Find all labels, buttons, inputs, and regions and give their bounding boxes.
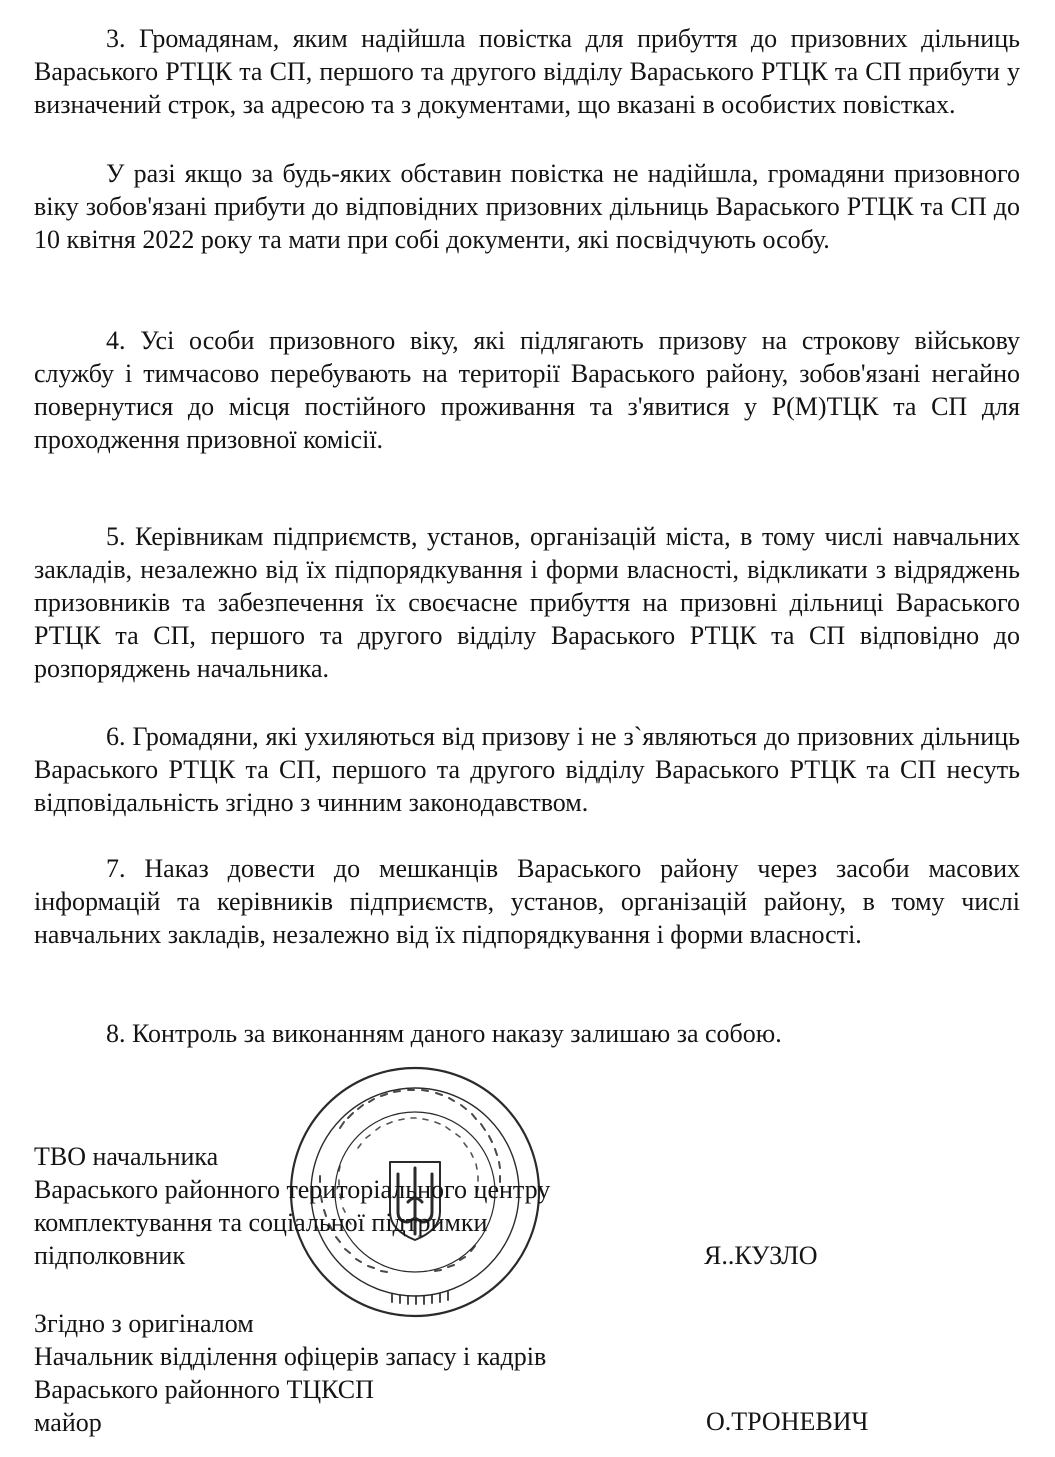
signature-block-commander	[34, 1140, 550, 1272]
signature-block-certifier	[34, 1307, 546, 1439]
paragraph-3: 3. Громадянам, яким надійшла повістка для прибуття до призовних дільниць Вараського РТЦК та СП, першого та другого відділу Вараського РТЦК та СП прибути у визначений строк, за адресою та з документами, що вказані в особистих повістках.	[34, 24, 1020, 119]
paragraph-5: 5. Керівникам підприємств, установ, організацій міста, в тому числі навчальних закладів, незалежно від їх підпорядкування і форми власності, відкликати з відряджень призовників та забезпечення їх своєчасне прибуття на призовні дільниці Вараського РТЦК та СП, першого та другого відділу Вараського РТЦК та СП відповідно до розпоряджень начальника.	[34, 522, 1020, 683]
signer-name-certifier: О.ТРОНЕВИЧ	[706, 1407, 869, 1436]
paragraph-3-note: У разі якщо за будь-яких обставин повістка не надійшла, громадяни призовного віку зобов'язані прибути до відповідних призовних дільниць Вараського РТЦК та СП до 10 квітня 2022 року та мати при собі документи, які посвідчують особу.	[34, 159, 1020, 254]
paragraph-8: 8. Контроль за виконанням даного наказу залишаю за собою.	[106, 1019, 782, 1048]
paragraph-7: 7. Наказ довести до мешканців Вараського району через засоби масових інформацій та керівників підприємств, установ, організацій району, в тому числі навчальних закладів, незалежно від їх підпорядкування і форми власності.	[34, 854, 1020, 949]
signer-name-commander: Я..КУЗЛО	[704, 1241, 818, 1270]
certification-line3: Вараського районного ТЦКСП	[34, 1375, 374, 1404]
signer-position-line2: Вараського районного територіального центру	[34, 1175, 551, 1204]
certifier-rank: майор	[34, 1408, 102, 1437]
signer-position-line3: комплектування та соціальної підтримки	[34, 1208, 488, 1237]
signer-position-line1: ТВО начальника	[34, 1142, 219, 1171]
paragraph-4: 4. Усі особи призовного віку, які підлягають призову на строкову військову службу і тимчасово перебувають на території Вараського району, зобов'язані негайно повернутися до місця постійного проживання та з'явитися у Р(М)ТЦК та СП для проходження призовної комісії.	[34, 326, 1020, 454]
paragraph-6: 6. Громадяни, які ухиляються від призову і не з`являються до призовних дільниць Вараського РТЦК та СП, першого та другого відділу Вараського РТЦК та СП несуть відповідальність згідно з чинним законодавством.	[34, 722, 1020, 817]
signer-rank: підполковник	[34, 1241, 185, 1270]
certification-line2: Начальник відділення офіцерів запасу і кадрів	[34, 1342, 547, 1371]
certification-line1: Згідно з оригіналом	[34, 1309, 254, 1338]
